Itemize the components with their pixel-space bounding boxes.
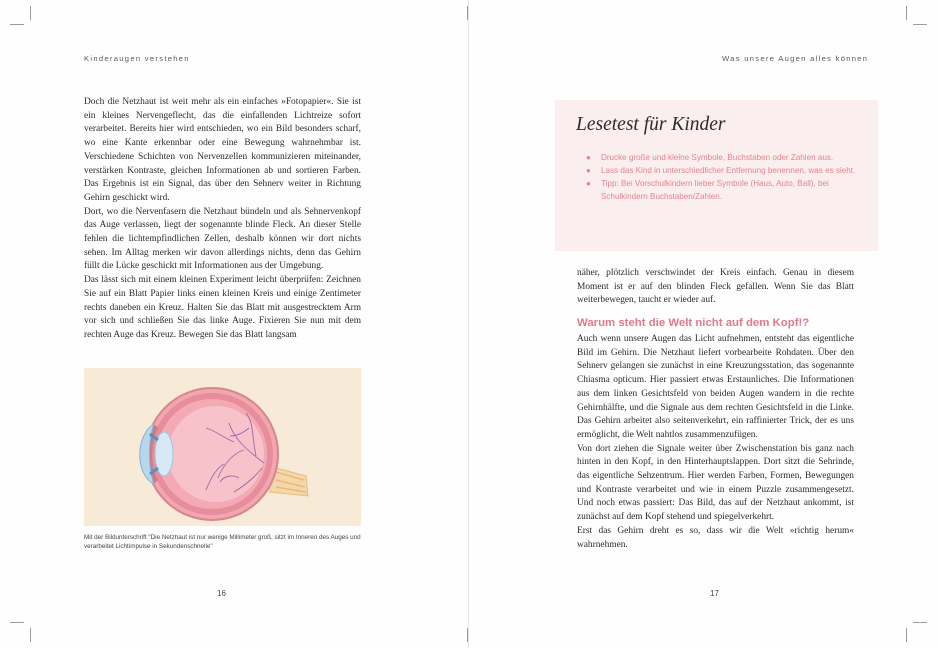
- bullet-icon: ●: [586, 179, 591, 188]
- section-heading: Warum steht die Welt nicht auf dem Kopf!?: [577, 317, 810, 329]
- body-paragraph: Das lässt sich mit einem kleinen Experiment leicht überprüfen: Zeichnen Sie auf ein Blatt Papier links einen kleinen Kreis und einige Zentimeter rechts daneben ein Kreuz. Halten Sie das Blatt mit ausgestrecktem Arm vor sich und schließen Sie das linke Auge. Fixieren Sie nun mit dem rechten Auge das Kreuz. Bewegen Sie das Blatt langsam: [84, 275, 361, 340]
- crop-mark: [30, 6, 31, 20]
- left-body-text: [84, 96, 361, 343]
- list-item: ● Lass das Kind in unterschiedlicher Entfernung benennen, was es sieht.: [586, 166, 856, 175]
- list-item: ● Tipp: Bei Vorschulkindern lieber Symbole (Haus, Auto, Ball), bei Schulkindern Buchstaben/Zahlen.: [586, 179, 829, 201]
- crop-mark: [906, 6, 907, 20]
- crop-mark: [10, 24, 24, 25]
- page-number-right: 17: [710, 589, 719, 598]
- reading-test-box: [555, 100, 878, 251]
- right-body-text: [577, 333, 854, 552]
- crop-mark: [30, 628, 31, 642]
- body-paragraph: Doch die Netzhaut ist weit mehr als ein einfaches »Fotopapier«. Sie ist ein kleines Nervengeflecht, das die einfallenden Lichtreize sofort verarbeitet. Bereits hier wird entschieden, wo ein Bild besonders scharf, wo eine Kante erkennbar oder eine Bewegung wahrnehmbar ist. Verschiedene Schichten von Nervenzellen kommunizieren miteinander, verstärken Kontraste, gleichen Informationen ab und sortieren Farben. Das Ergebnis ist ein Signal, das über den Sehnerv weiter in Richtung Gehirn geschickt wird.: [84, 97, 361, 203]
- body-paragraph: Auch wenn unsere Augen das Licht aufnehmen, entsteht das eigentliche Bild im Gehirn. Die Netzhaut liefert vorbearbeite Rohdaten. Über den Sehnerv gelangen sie zunächst in eine Kreuzungsstation, das sogenannte Chiasma opticum. Hier passiert etwas Erstaunliches. Die Informationen aus dem linken Gesichtsfeld von beiden Augen wandern in die rechte Gehirnhälfte, und die Signale aus dem rechten Gesichtsfeld in die Linke. Das Gehirn arbeitet also seitenverkehrt, ein raffinierter Trick, der es uns ermöglicht, die Welt nahtlos zusammenzufügen.: [577, 334, 854, 440]
- crop-mark: [913, 24, 927, 25]
- eyeball-cross-section-icon: [84, 368, 361, 526]
- body-paragraph: Von dort ziehen die Signale weiter über Zwischenstation bis ganz nach hinten in den Kopf, in den Hinterhauptslappen. Dort sitzt die Sehrinde, das eigentliche Sehzentrum. Hier werden Farben, Formen, Bewegungen und Kontraste verarbeitet und wie in einem Puzzle zusammengesetzt. Und noch etwas passiert: Das Bild, das auf der Netzhaut ankommt, ist zunächst auf dem Kopf stehend und spiegelverkehrt.: [577, 443, 854, 523]
- eye-illustration: [84, 368, 361, 526]
- right-continued-text: [577, 267, 854, 308]
- box-list: [586, 151, 856, 203]
- crop-mark: [10, 622, 24, 623]
- crop-mark: [467, 6, 468, 20]
- page-number-left: 16: [217, 589, 226, 598]
- bullet-icon: ●: [586, 153, 591, 162]
- crop-mark: [906, 628, 907, 642]
- body-paragraph: Erst das Gehirn dreht es so, dass wir die Welt »richtig herum« wahrnehmen.: [577, 525, 854, 550]
- list-item: ● Drucke große und kleine Symbole, Buchstaben oder Zahlen aus.: [586, 153, 834, 162]
- running-head-right: Was unsere Augen alles können: [722, 54, 869, 63]
- book-spine: [468, 0, 469, 648]
- body-paragraph: Dort, wo die Nervenfasern die Netzhaut bündeln und als Sehnervenkopf das Auge verlassen, liegt der sogenannte blinde Fleck. An dieser Stelle fehlen die lichtempfindlichen Zellen, deshalb können wir dort nichts sehen. Im Alltag merken wir davon allerdings nichts, denn das Gehirn füllt die Lücke geschickt mit Informationen aus der Umgebung.: [84, 206, 361, 272]
- box-title: Lesetest für Kinder: [576, 114, 726, 135]
- crop-mark: [467, 628, 468, 642]
- bullet-icon: ●: [586, 166, 591, 175]
- body-paragraph: näher, plötzlich verschwindet der Kreis einfach. Genau in diesem Moment ist er auf den blinden Fleck gefallen. Wenn Sie das Blatt weiterbewegen, taucht er wieder auf.: [577, 268, 854, 306]
- crop-mark: [913, 622, 927, 623]
- figure-caption: Mit der Bildunterschrift "Die Netzhaut ist nur wenige Millimeter groß, sitzt im Inneren des Auges und verarbeitet Lichtimpulse in Sekundenschnelle": [84, 534, 361, 550]
- running-head-left: Kinderaugen verstehen: [84, 54, 190, 63]
